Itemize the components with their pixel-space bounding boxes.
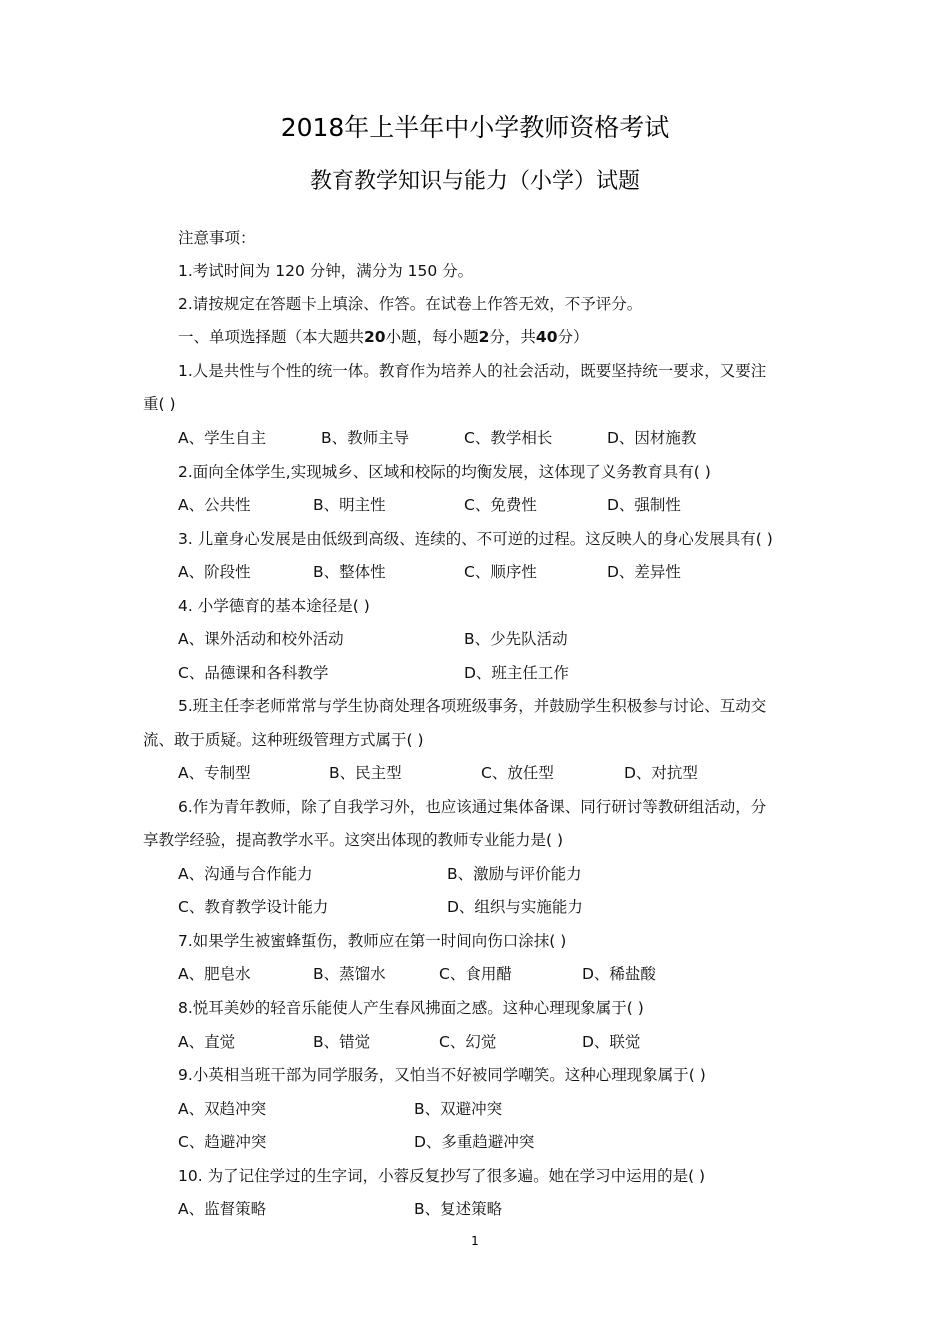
exam-title: 2018年上半年中小学教师资格考试 [280, 113, 670, 142]
question-1-stem: 1.人是共性与个性的统一体。教育作为培养人的社会活动，既要坚持统一要求，又要注 [178, 362, 767, 380]
notice-item-1: 1.考试时间为 120 分钟，满分为 150 分。 [178, 262, 474, 280]
question-2-option-a[interactable]: A、公共性 [178, 496, 251, 514]
question-5-option-a[interactable]: A、专制型 [178, 764, 251, 782]
question-8-option-a[interactable]: A、直觉 [178, 1033, 236, 1051]
question-9-stem: 9.小英相当班干部为同学服务，又怕当不好被同学嘲笑。这种心理现象属于( ) [178, 1066, 706, 1084]
question-6-option-b[interactable]: B、激励与评价能力 [447, 865, 582, 883]
question-2-option-d[interactable]: D、强制性 [607, 496, 681, 514]
question-7-option-c[interactable]: C、食用醋 [439, 965, 512, 983]
question-5-stem: 5.班主任李老师常常与学生协商处理各项班级事务，并鼓励学生积极参与讨论、互动交 [178, 697, 767, 715]
question-4-stem: 4. 小学德育的基本途径是( ) [178, 597, 370, 615]
question-10-option-a[interactable]: A、监督策略 [178, 1200, 267, 1218]
question-8-stem: 8.悦耳美妙的轻音乐能使人产生春风拂面之感。这种心理现象属于( ) [178, 999, 644, 1017]
question-5-option-c[interactable]: C、放任型 [481, 764, 554, 782]
question-1-option-b[interactable]: B、教师主导 [321, 429, 410, 447]
question-1-option-d[interactable]: D、因材施教 [607, 429, 697, 447]
question-1-option-a[interactable]: A、学生自主 [178, 429, 267, 447]
question-6-stem-cont: 享教学经验，提高教学水平。这突出体现的教师专业能力是( ) [143, 831, 564, 849]
question-2-option-b[interactable]: B、明主性 [313, 496, 386, 514]
page-number: 1 [471, 1234, 479, 1248]
question-3-option-d[interactable]: D、差异性 [607, 563, 681, 581]
question-10-option-b[interactable]: B、复述策略 [414, 1200, 503, 1218]
question-7-option-a[interactable]: A、肥皂水 [178, 965, 251, 983]
question-2-option-c[interactable]: C、免费性 [464, 496, 537, 514]
question-3-stem: 3. 儿童身心发展是由低级到高级、连续的、不可逆的过程。这反映人的身心发展具有( ) [178, 530, 773, 548]
question-9-option-c[interactable]: C、趋避冲突 [178, 1133, 267, 1151]
question-8-option-d[interactable]: D、联觉 [582, 1033, 641, 1051]
question-10-stem: 10. 为了记住学过的生字词，小蓉反复抄写了很多遍。她在学习中运用的是( ) [178, 1167, 706, 1185]
question-7-stem: 7.如果学生被蜜蜂蜇伤，教师应在第一时间向伤口涂抹( ) [178, 932, 567, 950]
question-2-stem: 2.面向全体学生,实现城乡、区域和校际的均衡发展，这体现了义务教育具有( ) [178, 463, 711, 481]
question-5-option-d[interactable]: D、对抗型 [624, 764, 698, 782]
question-3-option-c[interactable]: C、顺序性 [464, 563, 537, 581]
section-suffix: 分） [557, 328, 589, 346]
question-9-option-a[interactable]: A、双趋冲突 [178, 1100, 267, 1118]
question-7-option-b[interactable]: B、蒸馏水 [313, 965, 386, 983]
question-4-option-c[interactable]: C、品德课和各科教学 [178, 664, 329, 682]
question-3-option-b[interactable]: B、整体性 [313, 563, 386, 581]
section-total: 40 [535, 328, 558, 346]
question-7-option-d[interactable]: D、稀盐酸 [582, 965, 656, 983]
section-count: 20 [364, 328, 386, 346]
question-9-option-d[interactable]: D、多重趋避冲突 [414, 1133, 535, 1151]
notice-heading: 注意事项： [178, 229, 256, 247]
section-prefix: 一、单项选择题（本大题共 [178, 328, 365, 346]
question-4-option-b[interactable]: B、少先队活动 [464, 630, 568, 648]
section-mid2: 分，共 [489, 328, 536, 346]
question-4-option-a[interactable]: A、课外活动和校外活动 [178, 630, 344, 648]
question-6-option-a[interactable]: A、沟通与合作能力 [178, 865, 313, 883]
question-5-stem-cont: 流、敢于质疑。这种班级管理方式属于( ) [143, 731, 424, 749]
question-5-option-b[interactable]: B、民主型 [329, 764, 402, 782]
question-6-option-c[interactable]: C、教育教学设计能力 [178, 898, 329, 916]
question-9-option-b[interactable]: B、双避冲突 [414, 1100, 503, 1118]
question-1-stem-cont: 重( ) [143, 395, 176, 413]
notice-item-2: 2.请按规定在答题卡上填涂、作答。在试卷上作答无效，不予评分。 [178, 295, 643, 313]
question-6-option-d[interactable]: D、组织与实施能力 [447, 898, 583, 916]
question-4-option-d[interactable]: D、班主任工作 [464, 664, 569, 682]
question-1-option-c[interactable]: C、教学相长 [464, 429, 553, 447]
question-3-option-a[interactable]: A、阶段性 [178, 563, 251, 581]
section-mid1: 小题，每小题 [385, 328, 479, 346]
section-each: 2 [478, 328, 490, 346]
exam-subtitle: 教育教学知识与能力（小学）试题 [309, 169, 640, 194]
question-8-option-b[interactable]: B、错觉 [313, 1033, 371, 1051]
question-6-stem: 6.作为青年教师，除了自我学习外，也应该通过集体备课、同行研讨等教研组活动，分 [178, 798, 767, 816]
question-8-option-c[interactable]: C、幻觉 [439, 1033, 497, 1051]
section-heading [178, 325, 589, 349]
